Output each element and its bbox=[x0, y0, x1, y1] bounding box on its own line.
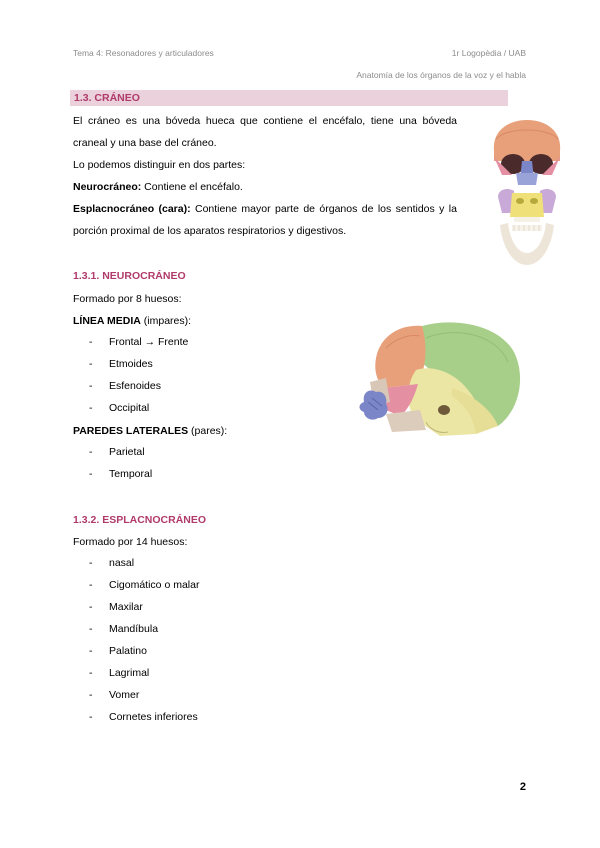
list-item: - Parietal bbox=[89, 446, 145, 458]
esplacnocraneo-title: 1.3.2. ESPLACNOCRÁNEO bbox=[73, 514, 207, 526]
midline-heading bbox=[73, 314, 191, 328]
midline-suffix: (impares): bbox=[140, 315, 192, 327]
neurocraneo-title: 1.3.1. NEUROCRÁNEO bbox=[73, 270, 186, 282]
lateral-suffix: (pares): bbox=[188, 425, 228, 437]
list-item: - Mandíbula bbox=[89, 623, 159, 635]
header-course: 1r Logopèdia / UAB bbox=[451, 48, 526, 58]
intro-line-3: Lo podemos distinguir en dos partes: bbox=[73, 159, 246, 171]
list-item: - Esfenoides bbox=[89, 380, 161, 392]
header-subject: Anatomía de los órganos de la voz y el habla bbox=[356, 70, 526, 80]
intro-line-1: El cráneo es una bóveda hueca que contiene el encéfalo, tiene una bóveda bbox=[73, 115, 457, 127]
esplacnocraneo-text-2: porción proximal de los aparatos respiratorios y digestivos. bbox=[73, 225, 347, 237]
list-item: - Lagrimal bbox=[89, 667, 150, 679]
list-item: - Occipital bbox=[89, 402, 150, 414]
list-item: - Vomer bbox=[89, 689, 140, 701]
neurocraneo-definition bbox=[73, 180, 243, 194]
esplacnocraneo-definition bbox=[73, 202, 457, 216]
list-item: - Palatino bbox=[89, 645, 147, 657]
esplacnocraneo-intro: Formado por 14 huesos: bbox=[73, 536, 188, 548]
list-item: - Cigomático o malar bbox=[89, 579, 200, 591]
list-item: - Frontal → Frente bbox=[89, 336, 189, 348]
neurocraneo-text: Contiene el encéfalo. bbox=[141, 181, 243, 193]
skull-front-exploded-image bbox=[486, 117, 568, 269]
lateral-heading bbox=[73, 424, 227, 438]
midline-label: LÍNEA MEDIA bbox=[73, 315, 141, 327]
skull-lateral-image bbox=[356, 318, 524, 440]
esplacnocraneo-text-1: Contiene mayor parte de órganos de los sentidos y la bbox=[190, 203, 457, 215]
section-bar bbox=[70, 90, 508, 106]
esplacnocraneo-label: Esplacnocráneo (cara): bbox=[73, 203, 191, 215]
list-item: - nasal bbox=[89, 557, 135, 569]
list-item: - Maxilar bbox=[89, 601, 143, 613]
list-item: - Cornetes inferiores bbox=[89, 711, 198, 723]
intro-line-2: craneal y una base del cráneo. bbox=[73, 137, 217, 149]
neurocraneo-label: Neurocráneo: bbox=[73, 181, 142, 193]
neurocraneo-intro: Formado por 8 huesos: bbox=[73, 293, 182, 305]
section-title: 1.3. CRÁNEO bbox=[74, 92, 140, 104]
header-topic: Tema 4: Resonadores y articuladores bbox=[73, 48, 214, 58]
page-number: 2 bbox=[519, 781, 526, 793]
lateral-label: PAREDES LATERALES bbox=[73, 425, 189, 437]
list-item: - Temporal bbox=[89, 468, 153, 480]
list-item: - Etmoides bbox=[89, 358, 153, 370]
